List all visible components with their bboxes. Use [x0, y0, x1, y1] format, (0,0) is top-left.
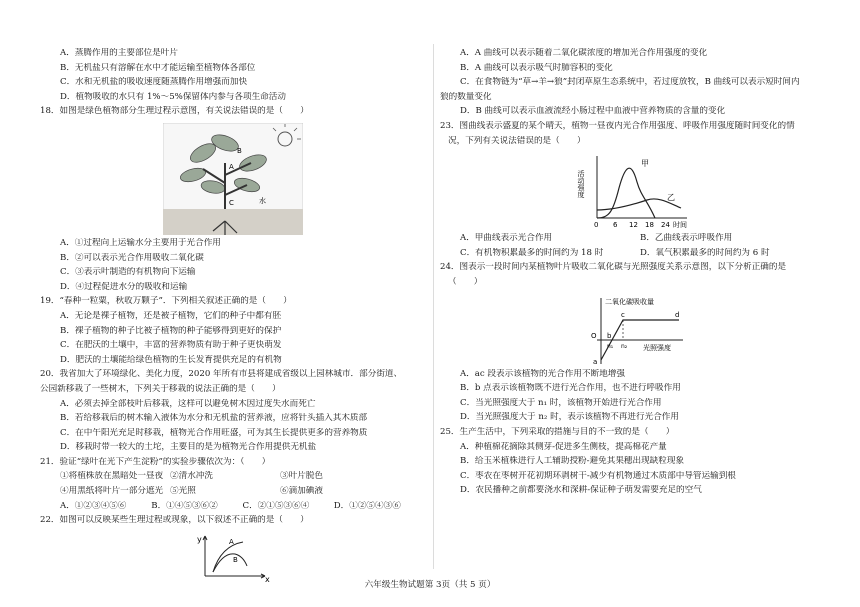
y-axis-label: 活动强度 [577, 170, 585, 199]
steps-row [40, 486, 425, 501]
light-co2-figure [440, 294, 830, 366]
page-footer: 六年级生物试题第 3页（共 5 页） [364, 580, 496, 590]
question-22-stem: 22．如图可以反映某些生理过程或现象，以下叙述不正确的是（ ） [40, 515, 309, 526]
option: D．氧气积累最多的时间约为 6 时 [640, 247, 770, 258]
step: ①将植株放在黑暗处一昼夜 [60, 471, 164, 482]
question-21-stem: 21．验证“绿叶在光下产生淀粉”的实验步骤依次为：（ ） [40, 456, 271, 467]
activity-curve-diagram [575, 152, 695, 230]
question-24-stem: 24．图表示一段时间内某植物叶片吸收二氧化碳与光照强度关系示意图，以下分析正确的是 [440, 262, 787, 273]
step: ⑥滴加碘液 [280, 486, 323, 497]
tick-label: 6 [613, 221, 618, 230]
axis-x-label: x [264, 574, 270, 582]
ab-curve-diagram [195, 532, 271, 582]
option-line: B．若给移栽后的树木输入液体为水分和无机盐的营养液，应将针头插入其木质部 [60, 413, 368, 424]
fig-label-a: A [228, 162, 234, 171]
point-label: a [593, 357, 598, 366]
n1-label: n₁ [607, 342, 614, 350]
option-line: D．肥沃的土壤能给绿色植物的生长发育提供充足的有机物 [60, 354, 282, 365]
option-line: C．当光照强度大于 n₁ 时，该植物开始进行光合作用 [460, 397, 662, 408]
question-25-stem: 25．生产生活中，下列采取的措施与目的不一致的是（ ） [440, 426, 675, 437]
origin-label: O [591, 331, 597, 340]
fig-label-b: B [236, 146, 242, 155]
option-line: D．④过程促进水分的吸收和运输 [60, 281, 188, 292]
step: ⑤光照 [170, 486, 196, 497]
point-label: d [675, 310, 680, 319]
option-line: C．在食物链为“草→羊→狼”封闭草原生态系统中，若过度放牧，B 曲线可以表示短时间内 [460, 77, 800, 88]
question-23-stem: 23．图曲线表示盛夏的某个晴天，植物一昼夜内光合作用强度、呼吸作用强度随时间变化的情 [440, 120, 795, 131]
option-line: A．种植棉花摘除其侧芽-促进多生侧枝，提高棉花产量 [460, 441, 667, 452]
option-line: A．ac 段表示该植物的光合作用不断地增强 [460, 368, 625, 379]
plant-diagram [163, 123, 303, 235]
option-line: D．植物吸收的水只有 1%～5%保留体内参与各项生命活动 [60, 91, 286, 102]
option-line: B．裸子植物的种子比被子植物的种子能够得到更好的保护 [60, 325, 282, 336]
option-line: D．当光照强度大于 n₂ 时，表示该植物不再进行光合作用 [460, 412, 679, 423]
option-line: C．水和无机盐的吸收速度随蒸腾作用增强而加快 [60, 77, 248, 88]
question-18-stem: 18．如图是绿色植物部分生理过程示意图，有关说法错误的是（ ） [40, 106, 309, 117]
point-label: c [621, 310, 625, 319]
n2-label: n₂ [621, 342, 628, 350]
option-line: C．③表示叶制造的有机物向下运输 [60, 267, 196, 278]
question-24-stem-cont: （ ） [448, 276, 483, 287]
curve-a-label: A [228, 537, 234, 546]
option-line: D．移栽时带一较大的土坨，主要目的是为植物光合作用提供无机盐 [60, 442, 317, 453]
option-line: A．①过程向上运输水分主要用于光合作用 [60, 237, 221, 248]
step: ②清水冲洗 [170, 471, 213, 482]
option-line: D．农民播种之前都要浇水和深耕-保证种子萌发需要充足的空气 [460, 485, 702, 496]
fig-label-c: C [228, 198, 234, 207]
curve-figure [40, 532, 425, 582]
option-line: A．必须去掉全部枝叶后移栽，这样可以避免树木因过度失水而死亡 [60, 398, 316, 409]
option: B．①④⑤③⑥② [151, 500, 218, 511]
tick-label: 18 [645, 221, 654, 230]
question-23-stem-cont: 况，下列有关说法错误的是（ ） [448, 135, 586, 146]
x-axis-label: 时间 [673, 221, 687, 230]
column-divider [433, 44, 434, 569]
option-line: A．无论是裸子植物，还是被子植物，它们的种子中都有胚 [60, 310, 282, 321]
option: C．②①⑤③⑥④ [242, 500, 310, 511]
question-20-stem-cont: 公园新移栽了一些树木，下列关于移栽的说法正确的是（ ） [40, 383, 281, 394]
axis-y-label: y [196, 534, 202, 544]
left-column [40, 48, 425, 585]
option: B．乙曲线表示呼吸作用 [640, 233, 733, 244]
step: ④用黑纸将叶片一部分遮光 [60, 486, 164, 497]
step: ③叶片脱色 [280, 471, 323, 482]
tick-label: 0 [594, 221, 599, 230]
option-line: C．在中午阳光充足时移栽，植物光合作用旺盛，可为其生长提供更多的营养物质 [60, 427, 368, 438]
day-activity-figure [440, 152, 830, 230]
option-line: B．A 曲线可以表示吸气时肺容积的变化 [460, 62, 613, 73]
option-line: C．枣农在枣树开花初期环剥树干-减少有机物通过木质部中导管运输到根 [460, 470, 736, 481]
option-line: B．给玉米植株进行人工辅助授粉-避免其果穗出现缺粒现象 [460, 456, 685, 467]
fig-label-water: 水 [258, 196, 266, 205]
right-column [440, 48, 830, 500]
option-line-cont: 狼的数量变化 [440, 91, 492, 102]
option-line: A．A 曲线可以表示随着二氧化碳浓度的增加光合作用强度的变化 [460, 48, 708, 58]
question-20-stem: 20．我省加大了环境绿化、美化力度，2020 年所有市县将建成省级以上园林城市．部分街道、 [40, 369, 403, 380]
tick-label: 24 [661, 221, 670, 230]
option-line: B．b 点表示该植物既不进行光合作用，也不进行呼吸作用 [460, 383, 681, 394]
option: A．甲曲线表示光合作用 [460, 233, 553, 244]
question-19-stem: 19．“春种一粒粟，秋收万颗子”．下列相关叙述正确的是（ ） [40, 296, 292, 307]
option-line: D．B 曲线可以表示血液流经小肠过程中血液中营养物质的含量的变化 [460, 106, 726, 117]
point-label: b [607, 331, 612, 340]
options-row [440, 248, 830, 263]
tick-label: 12 [629, 221, 638, 230]
option: C．有机物积累最多的时间约为 18 时 [460, 247, 604, 258]
x-axis-label: 光照强度 [643, 343, 671, 352]
curve-b-label: B [232, 555, 238, 564]
steps-row [40, 471, 425, 486]
series-b-label: 乙 [667, 193, 675, 203]
plant-process-figure [40, 123, 425, 235]
option-line: A．蒸腾作用的主要部位是叶片 [60, 48, 178, 58]
option-line: B．②可以表示光合作用吸收二氧化碳 [60, 252, 204, 263]
option: A．①②③④⑤⑥ [60, 500, 127, 511]
options-row [40, 501, 425, 516]
co2-light-diagram [583, 294, 687, 366]
option-line: C．在肥沃的土壤中，丰富的营养物质有助于种子更快萌发 [60, 340, 282, 351]
options-row [440, 233, 830, 248]
series-a-label: 甲 [641, 159, 649, 169]
option: D．①②⑤④③⑥ [333, 500, 401, 511]
y-axis-label: 二氧化碳吸收量 [605, 297, 654, 306]
option-line: B．无机盐只有溶解在水中才能运输至植物体各部位 [60, 62, 256, 73]
